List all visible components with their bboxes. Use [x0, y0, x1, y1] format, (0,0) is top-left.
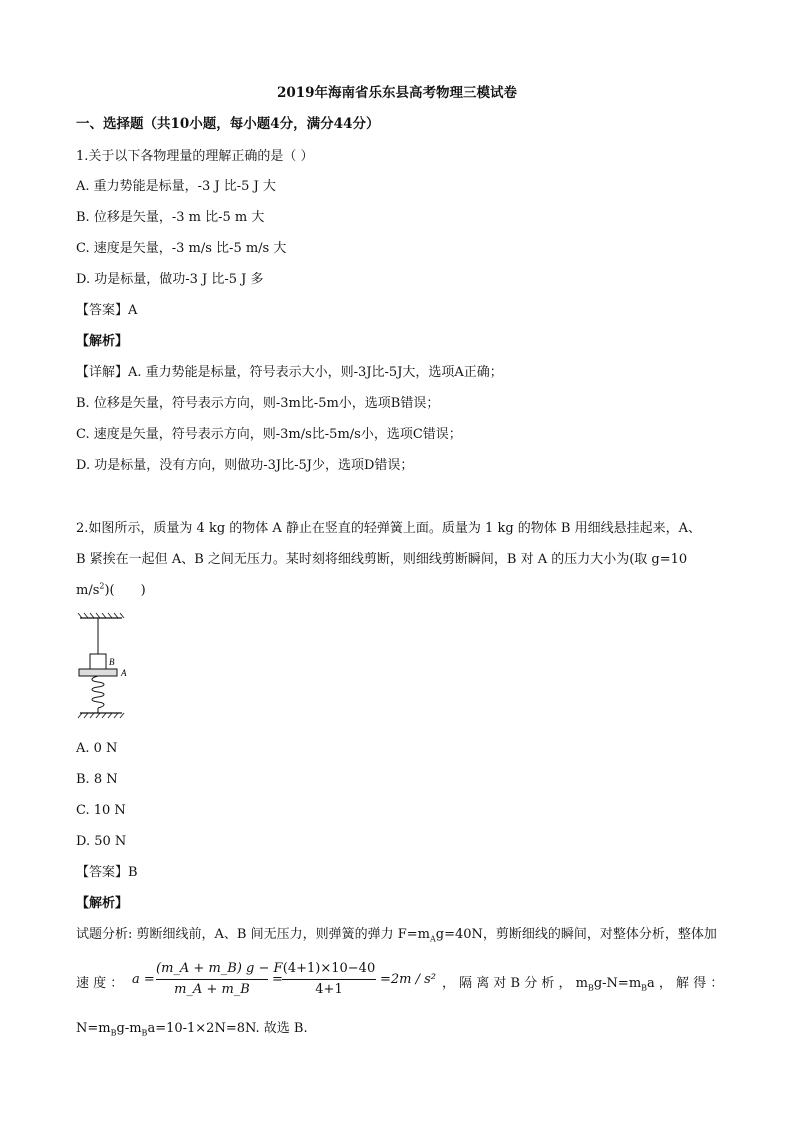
figure-label-b: B	[109, 657, 115, 667]
acceleration-formula	[76, 960, 726, 1004]
q2-stem-line2: B 紧挨在一起但 A、B 之间无压力。某时刻将细线剪断，则细线剪断瞬间，B 对 A 的压力大小为(取 g=10	[76, 552, 688, 567]
q1-stem: 1.关于以下各物理量的理解正确的是（ ）	[76, 149, 314, 164]
formula-fraction-1: (m_A + m_B) g − F m_A + m_B	[156, 961, 283, 997]
q2-option-c: C. 10 N	[76, 803, 126, 818]
formula-tail: ， 隔 离 对 B 分 析 ， $m_Bg-N=m_Ba$ ， 解 得 ：	[442, 976, 724, 993]
q2-stem-line1: 2.如图所示，质量为 4 kg 的物体 A 静止在竖直的轻弹簧上面。质量为 1 kg 的物体 B 用细线悬挂起来，A、	[76, 521, 701, 536]
q1-analysis-label: 【解析】	[76, 334, 129, 349]
q2-answer: 【答案】B	[76, 865, 138, 880]
formula-lead: 速 度 ：	[76, 976, 124, 991]
q2-option-b: B. 8 N	[76, 772, 118, 787]
figure-label-a: A	[121, 668, 127, 678]
formula-fraction-2: (4+1)×10−40 4+1	[282, 961, 376, 997]
spring-block-figure	[76, 612, 136, 720]
formula-eq2: =	[272, 972, 283, 987]
section-heading: 一、选择题（共10小题，每小题4分，满分44分）	[76, 116, 380, 132]
q2-final-line: $N=m_Bg-m_Ba=10-1\times 2N=8N$. 故选 B.	[76, 1021, 308, 1038]
q1-detail-c: C. 速度是矢量，符号表示方向，则-3m/s比-5m/s小，选项C错误；	[76, 427, 462, 442]
q1-option-d: D. 功是标量，做功-3 J 比-5 J 多	[76, 272, 264, 287]
page-title: 2019年海南省乐东县高考物理三模试卷	[276, 85, 518, 101]
q2-option-d: D. 50 N	[76, 834, 127, 849]
q1-answer: 【答案】A	[76, 303, 138, 318]
formula-result: =2m / s²	[380, 972, 437, 987]
q2-stem-line3: $m/s^2$)( )	[76, 581, 146, 598]
q1-option-b: B. 位移是矢量，-3 m 比-5 m 大	[76, 210, 265, 225]
q1-option-c: C. 速度是矢量，-3 m/s 比-5 m/s 大	[76, 241, 287, 256]
q2-option-a: A. 0 N	[76, 741, 118, 756]
q1-detail-b: B. 位移是矢量，符号表示方向，则-3m比-5m小，选项B错误；	[76, 396, 440, 411]
formula-a-eq: a =	[132, 972, 155, 987]
q2-analysis-line1: 试题分析: 剪断细线前，A、B 间无压力，则弹簧的弹力 $F=m_Ag=40N$，剪断细线的瞬间，对整体分析，整体加	[76, 927, 717, 944]
q1-detail-d: D. 功是标量，没有方向，则做功-3J比-5J少，选项D错误；	[76, 458, 414, 473]
q2-analysis-label: 【解析】	[76, 896, 129, 911]
q1-detail-a: 【详解】A. 重力势能是标量，符号表示大小，则-3J比-5J大，选项A正确；	[76, 365, 503, 380]
q1-option-a: A. 重力势能是标量，-3 J 比-5 J 大	[76, 179, 276, 194]
